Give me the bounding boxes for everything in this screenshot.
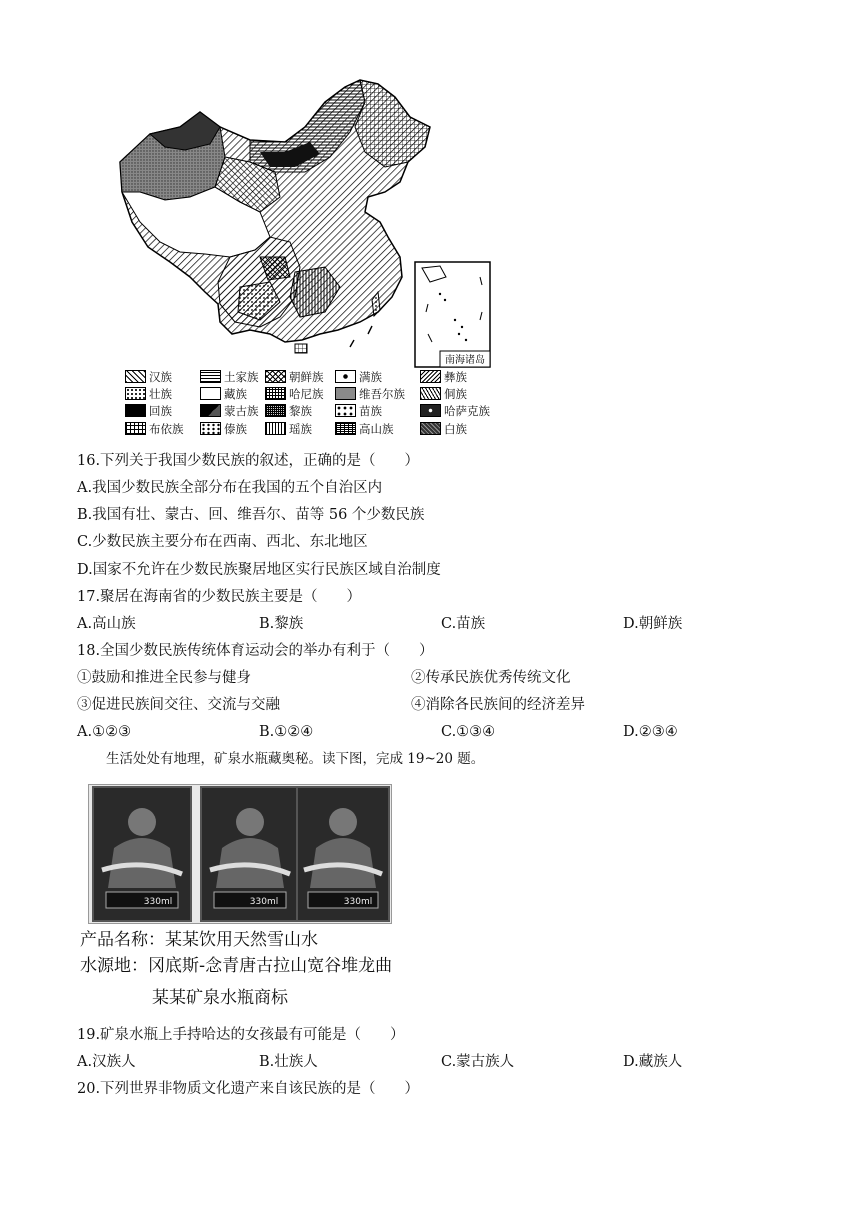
legend-swatch [200, 370, 221, 383]
legend-swatch [420, 404, 441, 417]
legend-label: 满族 [359, 370, 382, 384]
legend-swatch [125, 370, 146, 383]
q16-option-c: C.少数民族主要分布在西南、西北、东北地区 [77, 534, 368, 550]
legend-item [200, 404, 259, 418]
bottle-volume: 330ml [249, 897, 279, 907]
legend-item [420, 370, 467, 384]
bottle-caption: 某某矿泉水瓶商标 [152, 988, 288, 1008]
q19-stem: 19.矿泉水瓶上手持哈达的女孩最有可能是（ ） [77, 1027, 405, 1043]
bottle-photo-3 [296, 786, 390, 922]
legend-swatch [420, 370, 441, 383]
legend-swatch [200, 404, 221, 417]
legend-swatch [125, 404, 146, 417]
q19-option-b: B.壮族人 [259, 1054, 318, 1070]
q20-stem: 20.下列世界非物质文化遗产来自该民族的是（ ） [77, 1081, 420, 1097]
legend-item [200, 370, 259, 384]
bottle-volume: 330ml [143, 897, 173, 907]
bottle-photo-2 [200, 786, 300, 922]
q18-statement-4: ④消除各民族间的经济差异 [411, 697, 585, 713]
legend-label: 哈萨克族 [444, 404, 490, 418]
legend-swatch [420, 387, 441, 400]
legend-label: 苗族 [359, 404, 382, 418]
q17-option-c: C.苗族 [441, 616, 486, 632]
q16-stem: 16.下列关于我国少数民族的叙述，正确的是（ ） [77, 453, 420, 469]
legend-item [335, 404, 382, 418]
legend-swatch [125, 422, 146, 435]
q19-option-a: A.汉族人 [77, 1054, 136, 1070]
legend-item [265, 387, 324, 401]
legend-item [420, 387, 467, 401]
q18-option-c: C.①③④ [441, 724, 496, 740]
map-legend [125, 370, 505, 440]
legend-item [265, 370, 324, 384]
legend-swatch [265, 422, 286, 435]
legend-label: 藏族 [224, 387, 247, 401]
legend-item [335, 370, 382, 384]
legend-swatch [265, 404, 286, 417]
q18-option-b: B.①②④ [259, 724, 314, 740]
legend-item [125, 404, 172, 418]
legend-label: 侗族 [444, 387, 467, 401]
legend-item [200, 387, 247, 401]
legend-label: 彝族 [444, 370, 467, 384]
intro-text: 生活处处有地理，矿泉水瓶藏奥秘。读下图，完成 19~20 题。 [106, 751, 485, 767]
legend-item [420, 404, 490, 418]
legend-swatch [335, 422, 356, 435]
legend-swatch [420, 422, 441, 435]
water-source-line: 水源地：冈底斯-念青唐古拉山宽谷堆龙曲 [80, 956, 393, 976]
inset-label: 南海诸岛 [445, 355, 485, 366]
legend-label: 布依族 [149, 422, 184, 436]
legend-label: 瑶族 [289, 422, 312, 436]
q18-stem: 18.全国少数民族传统体育运动会的举办有利于（ ） [77, 643, 434, 659]
q16-option-d: D.国家不允许在少数民族聚居地区实行民族区域自治制度 [77, 562, 441, 578]
legend-label: 汉族 [149, 370, 172, 384]
q18-statement-3: ③促进民族间交往、交流与交融 [77, 697, 280, 713]
legend-label: 回族 [149, 404, 172, 418]
q18-option-d: D.②③④ [623, 724, 678, 740]
product-name-line: 产品名称：某某饮用天然雪山水 [80, 930, 318, 950]
legend-label: 哈尼族 [289, 387, 324, 401]
legend-label: 黎族 [289, 404, 312, 418]
legend-item [200, 422, 247, 436]
legend-item [335, 422, 394, 436]
q18-option-a: A.①②③ [77, 724, 132, 740]
legend-swatch [200, 387, 221, 400]
q18-statement-1: ①鼓励和推进全民参与健身 [77, 670, 251, 686]
bottle-photo-1 [92, 786, 192, 922]
legend-swatch [200, 422, 221, 435]
q17-option-a: A.高山族 [77, 616, 136, 632]
legend-label: 高山族 [359, 422, 394, 436]
legend-swatch [335, 387, 356, 400]
legend-swatch [335, 404, 356, 417]
legend-swatch [335, 370, 356, 383]
legend-item [125, 370, 172, 384]
legend-label: 傣族 [224, 422, 247, 436]
q17-option-d: D.朝鲜族 [623, 616, 683, 632]
legend-label: 土家族 [224, 370, 259, 384]
legend-item [125, 387, 172, 401]
legend-label: 维吾尔族 [359, 387, 405, 401]
legend-item [125, 422, 184, 436]
legend-label: 壮族 [149, 387, 172, 401]
legend-label: 蒙古族 [224, 404, 259, 418]
legend-swatch [125, 387, 146, 400]
legend-item [265, 404, 312, 418]
q19-option-c: C.蒙古族人 [441, 1054, 515, 1070]
bottle-volume: 330ml [343, 897, 373, 907]
q19-option-d: D.藏族人 [623, 1054, 683, 1070]
legend-label: 白族 [444, 422, 467, 436]
legend-swatch [265, 387, 286, 400]
legend-label: 朝鲜族 [289, 370, 324, 384]
legend-swatch [265, 370, 286, 383]
legend-item [265, 422, 312, 436]
q17-stem: 17.聚居在海南省的少数民族主要是（ ） [77, 589, 362, 605]
legend-item [335, 387, 405, 401]
q16-option-a: A.我国少数民族全部分布在我国的五个自治区内 [77, 480, 383, 496]
legend-item [420, 422, 467, 436]
q18-statement-2: ②传承民族优秀传统文化 [411, 670, 571, 686]
q16-option-b: B.我国有壮、蒙古、回、维吾尔、苗等 56 个少数民族 [77, 507, 425, 523]
china-ethnic-map [110, 72, 500, 372]
q17-option-b: B.黎族 [259, 616, 304, 632]
